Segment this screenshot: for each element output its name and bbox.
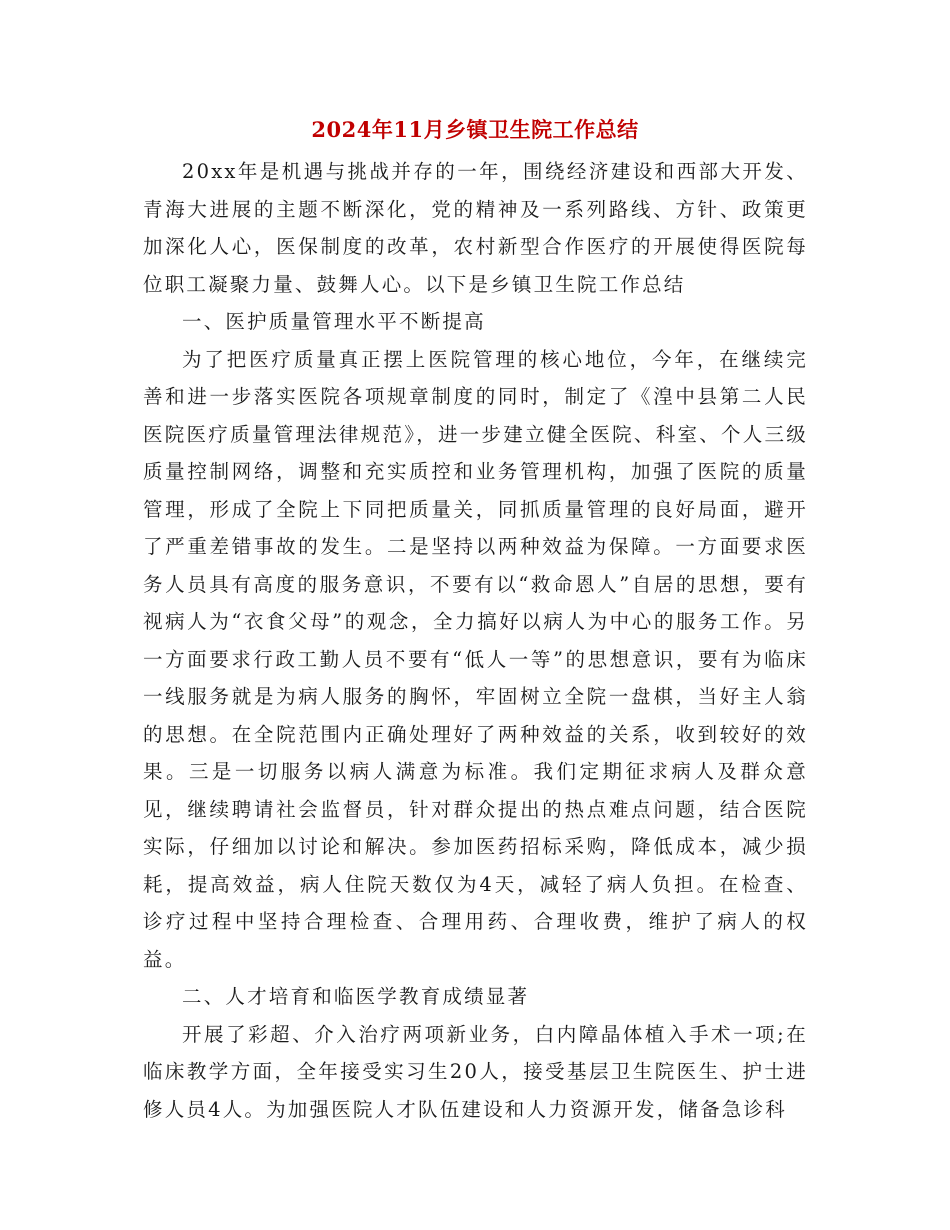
document-title: 2024年11月乡镇卫生院工作总结 (311, 117, 639, 142)
intro-paragraph: 20xx年是机遇与挑战并存的一年，围绕经济建设和西部大开发、青海大进展的主题不断深化，党的精神及一系列路线、方针、政策更加深化人心，医保制度的改革，农村新型合作医疗的开展使得医院每位职工凝聚力量、鼓舞人心。以下是乡镇卫生院工作总结 (143, 160, 808, 296)
document-body (143, 153, 808, 1128)
section-heading-2: 二、人才培育和临医学教育成绩显著 (182, 985, 530, 1008)
section-2-paragraph: 开展了彩超、介入治疗两项新业务，白内障晶体植入手术一项;在临床教学方面，全年接受实习生20人，接受基层卫生院医生、护士进修人员4人。为加强医院人才队伍建设和人力资源开发，储备急诊科 (143, 1022, 808, 1121)
section-heading-1: 一、医护质量管理水平不断提高 (182, 310, 486, 333)
section-1-paragraph: 为了把医疗质量真正摆上医院管理的核心地位，今年，在继续完善和进一步落实医院各项规章制度的同时，制定了《湟中县第二人民医院医疗质量管理法律规范》，进一步建立健全医院、科室、个人三级质量控制网络，调整和充实质控和业务管理机构，加强了医院的质量管理，形成了全院上下同把质量关，同抓质量管理的良好局面，避开了严重差错事故的发生。二是坚持以两种效益为保障。一方面要求医务人员具有高度的服务意识，不要有以“救命恩人”自居的思想，要有视病人为“衣食父母”的观念，全力搞好以病人为中心的服务工作。另一方面要求行政工勤人员不要有“低人一等”的思想意识，要有为临床一线服务就是为病人服务的胸怀，牢固树立全院一盘棋，当好主人翁的思想。在全院范围内正确处理好了两种效益的关系，收到较好的效果。三是一切服务以病人满意为标准。我们定期征求病人及群众意见，继续聘请社会监督员，针对群众提出的热点难点问题，结合医院实际，仔细加以讨论和解决。参加医药招标采购，降低成本，减少损耗，提高效益，病人住院天数仅为4天，减轻了病人负担。在检查、诊疗过程中坚持合理检查、合理用药、合理收费，维护了病人的权益。 (143, 347, 808, 971)
